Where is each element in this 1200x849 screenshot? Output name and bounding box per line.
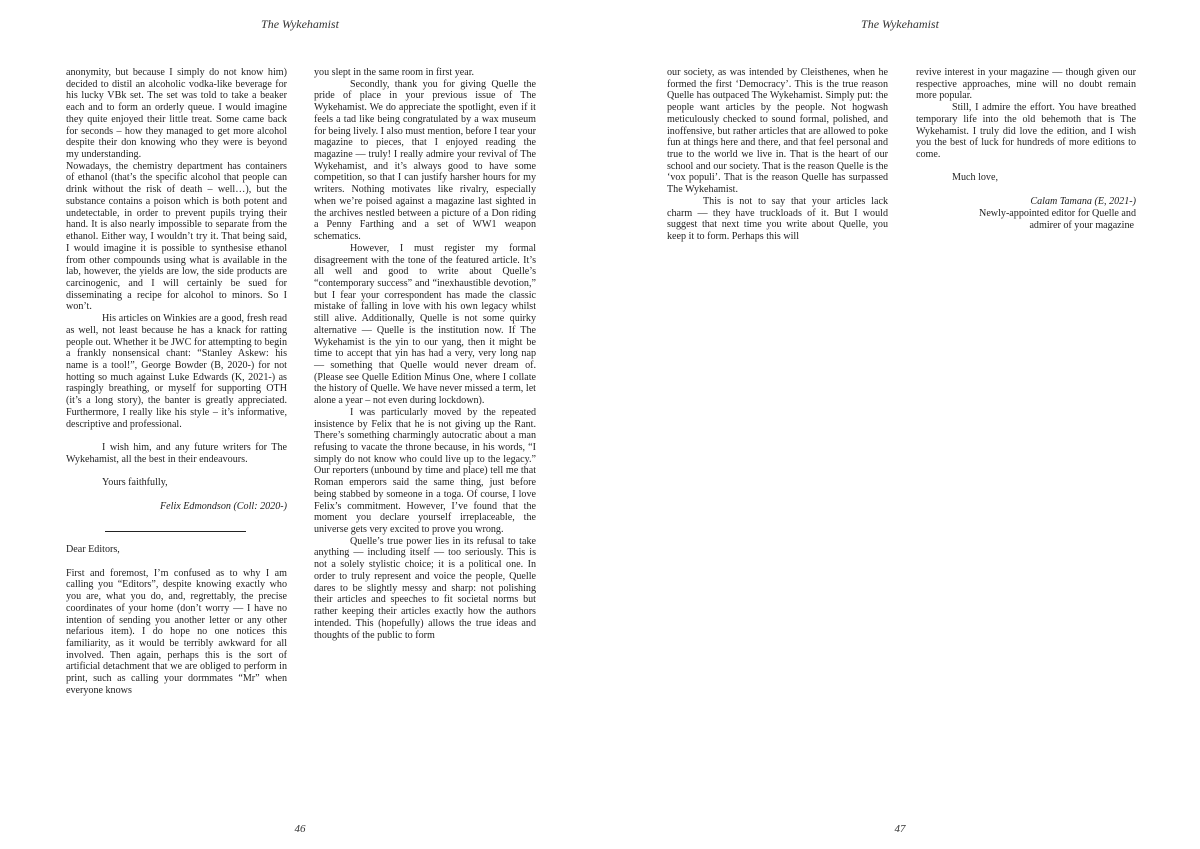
running-head: The Wykehamist bbox=[261, 17, 339, 31]
page-number: 47 bbox=[894, 823, 906, 835]
text-column-3 bbox=[667, 67, 888, 243]
running-head: The Wykehamist bbox=[861, 17, 939, 31]
paragraph: Secondly, thank you for giving Quelle the pride of place in your previous issue of The Wykehamist. We do appreciate the spotlight, even if it feels a tad like being congratulated by a wax museum for being lively. I also must mention, before I tear your magazine to pieces, that I enjoyed reading the magazine — truly! I really admire your revival of The Wykehamist, and it’s always good to have some competition, so that I can justify harsher hours for my writers. Nothing motivates like rivalry, especially when we’re poised against a magazine last sighted in the archives nestled between a picture of a Don riding a Penny Farthing and a set of WW1 weapon schematics. bbox=[314, 78, 536, 243]
signature-title: admirer of your magazine bbox=[1029, 219, 1134, 231]
text-column-2 bbox=[314, 67, 536, 641]
letter-signature: Calam Tamana (E, 2021-) bbox=[1030, 196, 1136, 208]
signature-title: Newly-appointed editor for Quelle and bbox=[979, 207, 1136, 219]
text-column-4 bbox=[916, 67, 1136, 231]
letter-closing: Much love, bbox=[952, 172, 998, 184]
letter-closing: Yours faithfully, bbox=[102, 477, 168, 489]
paragraph: our society, as was intended by Cleisthenes, when he formed the first ‘Democracy’. This is the true reason Quelle has outpaced The Wykehamist. Simply put: the people want articles by the people. Not hogwash meticulously checked to sound formal, polished, and inoffensive, but rather articles that are allowed to poke fun at things here and there, and that feel personal and true to the world we live in. That is the heart of our school and our society. That is the reason Quelle is the ‘vox populi’. That is the reason Quelle has surpassed The Wykehamist. bbox=[667, 67, 888, 196]
section-divider bbox=[105, 531, 246, 532]
paragraph: anonymity, but because I simply do not know him) decided to distil an alcoholic vodka-like beverage for his lucky VBk set. The set was told to take a beaker each and to form an orderly queue. I would imagine they quite enjoyed their little treat. Some came back for seconds – how they managed to get more alcohol despite their don knowing who they were is beyond my understanding. bbox=[66, 67, 287, 161]
paragraph: I was particularly moved by the repeated insistence by Felix that he is not giving up the Rant. There’s something charmingly autocratic about a man refusing to vacate the throne because, in his words, “I simply do not know who could live up to the legacy.” Our reporters (unbound by time and place) tell me that Roman emperors said the same thing, just before being stabbed by someone in a toga. Of course, I love Felix’s commitment. However, I’ve found that the moment you declare yourself irreplaceable, the universe gets very excited to prove you wrong. bbox=[314, 406, 536, 536]
paragraph: you slept in the same room in first year. bbox=[314, 67, 475, 78]
paragraph: First and foremost, I’m confused as to why I am calling you “Editors”, despite knowing exactly who you are, what you do, and, regrettably, the precise coordinates of your home (don’t worry — I have no intention of sending you another letter or any other nefarious item). I do hope no one notices this familiarity, as it would be terribly awkward for all involved. Then again, perhaps this is the sort of artificial detachment that we are obliged to perform in print, such as calling your dormmates “Mr” when everyone knows bbox=[66, 567, 287, 696]
letter-signature: Felix Edmondson (Coll: 2020-) bbox=[160, 500, 287, 512]
paragraph: However, I must register my formal disagreement with the tone of the featured article. It’s all well and good to write about Quelle’s “contemporary success” and “inexhaustible devotion,” but I fear your correspondent has made the classic mistake of falling in love with his own legacy whilst still alive. Additionally, Quelle is not some quirky alternative — Quelle is the institution now. If The Wykehamist is the yin to our yang, then it might be time to accept that yin has had a very, very long nap — something that Quelle would never dream of. (Please see Quelle Edition Minus One, where I collate the history of Quelle. We have never missed a term, let alone a year – not even during lockdown). bbox=[314, 242, 536, 407]
paragraph: Nowadays, the chemistry department has containers of ethanol (that’s the specific alcohol that people can drink without the risk of death – well…), but the substance contains a poison which is both potent and undetectable, in order to prevent pupils trying their hand. It is also nearly impossible to separate from the ethanol. Either way, I wouldn’t try it. That being said, I would imagine it is possible to synthesise ethanol from other compounds using what is available in the lab, however, the yields are low, the side products are carcinogenic, and I will certainly be sued for disseminating a recipe for alcohol to minors. So I won’t. bbox=[66, 160, 287, 313]
text-column-1 bbox=[66, 67, 287, 697]
paragraph: Still, I admire the effort. You have breathed temporary life into the old behemoth that is The Wykehamist. I truly did love the edition, and I wish you the best of luck for hundreds of more editions to come. bbox=[916, 102, 1136, 161]
paragraph: revive interest in your magazine — though given our respective approaches, mine will no doubt remain more popular. bbox=[916, 67, 1136, 102]
paragraph: I wish him, and any future writers for The Wykehamist, all the best in their endeavours. bbox=[66, 441, 287, 465]
page-right bbox=[600, 0, 1200, 849]
letter-salutation: Dear Editors, bbox=[66, 544, 120, 556]
paragraph: Quelle’s true power lies in its refusal to take anything — including itself — too seriously. This is not a solely stylistic choice; it is a political one. In order to truly represent and voice the people, Quelle dares to be slightly messy and sharp: not polishing their articles and speeches to fit societal norms but rather keeping their articles exactly how the authors intended. This (hopefully) allows the true ideas and thoughts of the public to form bbox=[314, 535, 536, 641]
signature-block bbox=[916, 196, 1136, 231]
paragraph: This is not to say that your articles lack charm — they have truckloads of it. But I would suggest that next time you write about Quelle, you keep it to form. Perhaps this will bbox=[667, 195, 888, 243]
page-number: 46 bbox=[294, 823, 306, 835]
paragraph: His articles on Winkies are a good, fresh read as well, not least because he has a knack for ratting people out. Whether it be JWC for attempting to begin a frankly nonsensical chant: “Stanley Askew: his name is a tool!”, George Bowder (B, 2020-) for not hotting so much against Luke Edwards (K, 2021-) as raspingly breathing, or myself for supporting OTH (it’s a long story), the banter is greatly appreciated. Furthermore, I really like his style – it’s informative, descriptive and professional. bbox=[66, 313, 287, 430]
